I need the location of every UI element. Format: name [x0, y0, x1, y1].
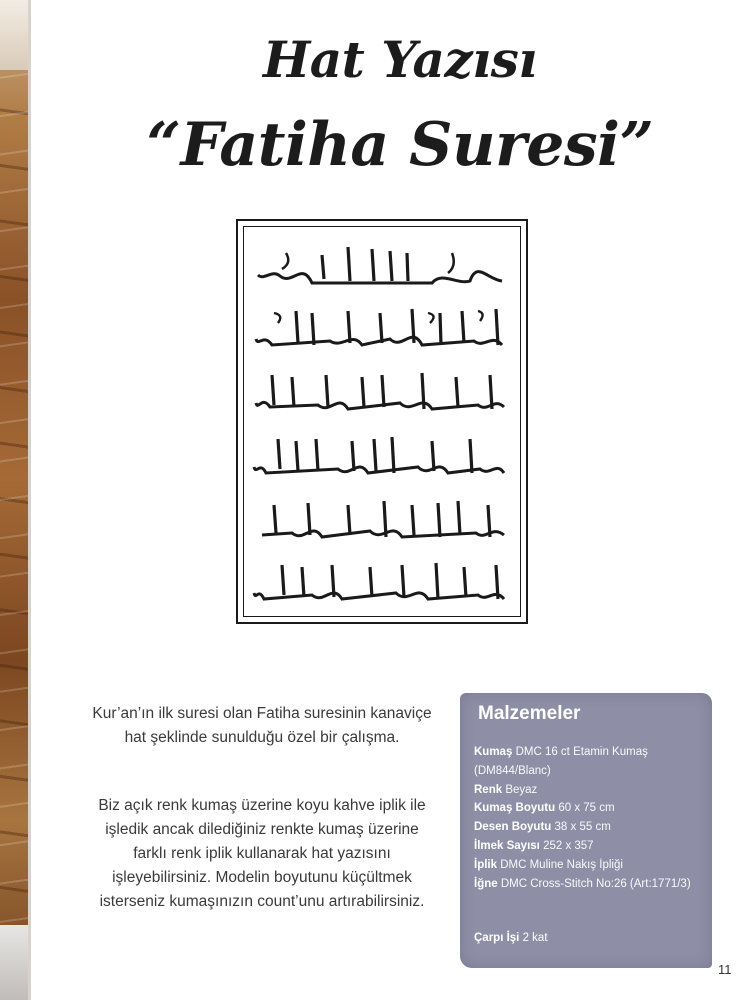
material-item-fabric-size [474, 799, 704, 818]
calligraphy-line-2 [252, 303, 512, 357]
materials-list [474, 743, 704, 893]
material-item-needle [474, 875, 704, 894]
material-label: İğne [474, 877, 498, 890]
material-label: Kumaş Boyutu [474, 802, 556, 815]
material-label: Çarpı İşi [474, 932, 520, 944]
material-value: 2 kat [522, 932, 548, 944]
material-item-color [474, 781, 704, 800]
instructions-paragraph: Biz açık renk kumaş üzerine koyu kahve iplik ile işledik ancak dilediğiniz renkte kumaş üzerine farklı renk iplik kullanarak hat yazısını işleyebilirsiniz. Modelin boyutunu küçültmek isterseniz kumaşınızın count’unu artırabilirsiniz. [98, 797, 426, 910]
page-number: 11 [718, 962, 732, 977]
material-label: Desen Boyutu [474, 821, 552, 834]
materials-panel [460, 693, 712, 968]
calligraphy-line-6 [252, 557, 512, 611]
marble-column-top [0, 0, 30, 70]
intro-paragraph: Kur’an’ın ilk suresi olan Fatiha suresinin kanaviçe hat şeklinde sunulduğu özel bir çalışma. [92, 705, 432, 746]
material-label: Kumaş [474, 746, 513, 758]
calligraphy-line-3 [252, 367, 512, 421]
material-value: DMC Muline Nakış İpliği [500, 858, 623, 871]
material-item-stitch-count [474, 837, 704, 856]
material-item-pattern-size [474, 818, 704, 837]
material-label: Renk [474, 783, 503, 796]
calligraphy-artwork [236, 219, 528, 624]
calligraphy-line-1 [252, 241, 512, 295]
page-edge-line [28, 0, 31, 1000]
material-item-fabric [474, 743, 704, 781]
materials-heading: Malzemeler [478, 703, 581, 724]
material-label: İlmek Sayısı [474, 839, 540, 852]
material-label: İplik [474, 858, 498, 871]
page-title-line2: “Fatiha Suresi” [146, 110, 654, 180]
material-value: Beyaz [505, 783, 538, 796]
material-value: DMC 16 ct Etamin Kumaş (DM844/Blanc) [474, 746, 648, 777]
calligraphy-line-4 [252, 431, 512, 485]
material-item-cross-stitch [474, 932, 548, 944]
marble-column-decoration [0, 0, 30, 1000]
calligraphy-line-5 [252, 495, 512, 549]
page-title-line1: Hat Yazısı [263, 30, 537, 89]
marble-column-base [0, 925, 30, 1000]
material-item-thread [474, 856, 704, 875]
material-value: DMC Cross-Stitch No:26 (Art:1771/3) [500, 877, 691, 890]
material-value: 60 x 75 cm [558, 802, 615, 815]
calligraphy-inner-frame [243, 226, 521, 617]
material-value: 38 x 55 cm [554, 821, 611, 834]
material-value: 252 x 357 [543, 839, 594, 852]
